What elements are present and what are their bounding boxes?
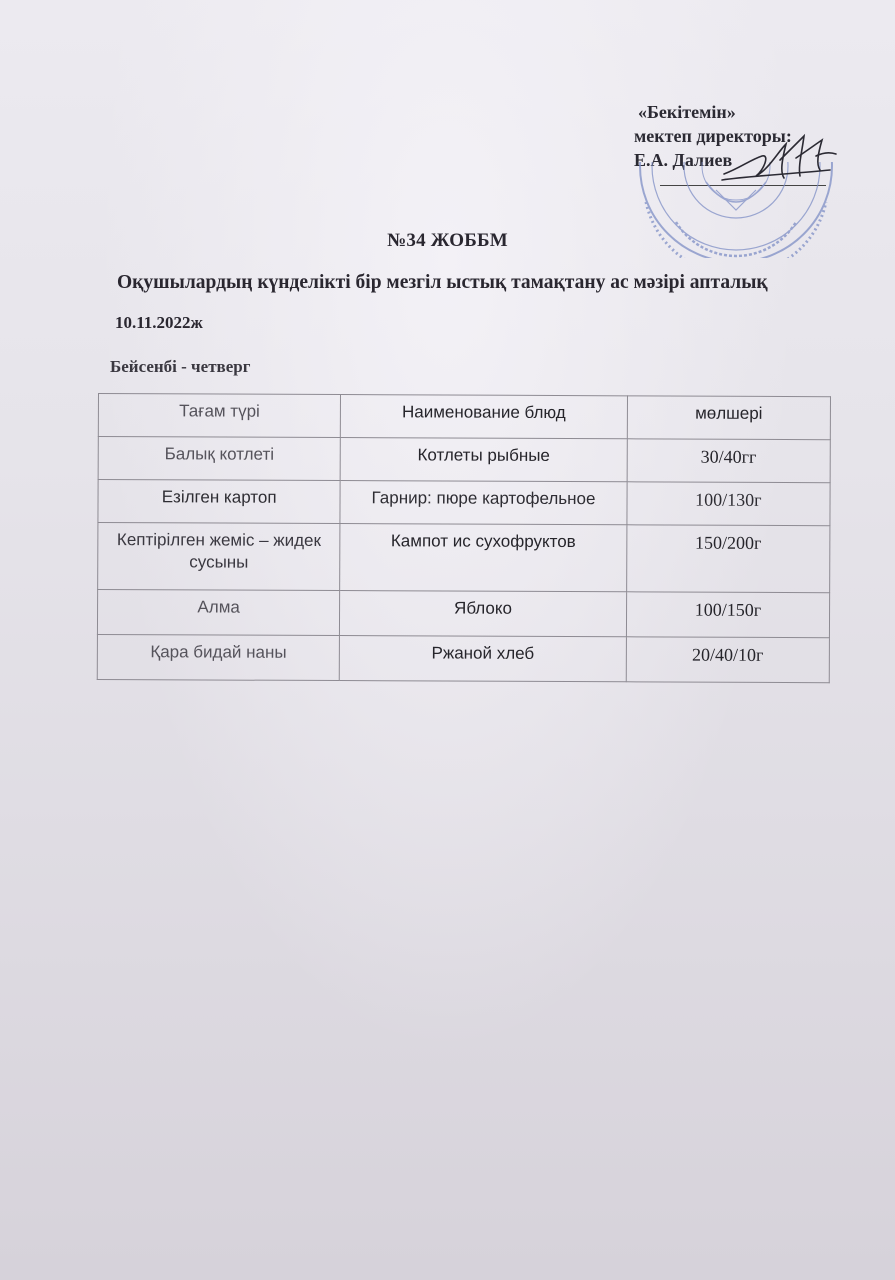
table-row: [98, 480, 830, 526]
table-row: [97, 634, 829, 682]
director-signature: [720, 130, 840, 190]
cell-dish-name: Котлеты рыбные: [340, 438, 627, 482]
approval-heading: «Бекітемін»: [638, 102, 736, 122]
table-row: [98, 437, 830, 483]
school-name: №34 ЖОББМ: [387, 230, 508, 251]
cell-portion: 150/200г: [626, 525, 830, 593]
menu-title: Оқушылардың күнделікті бір мезгіл ыстық тамақтану ас мәзірі апталық: [117, 272, 768, 293]
table-row: [97, 590, 829, 638]
cell-portion: 100/130г: [627, 482, 830, 526]
cell-dish-name: Гарнир: пюре картофельное: [340, 481, 627, 525]
menu-table: [97, 393, 831, 683]
cell-dish-type: Кептірілген жеміс – жидек сусыны: [98, 523, 340, 591]
cell-dish-type: Езілген картоп: [98, 480, 340, 524]
cell-dish-name: Яблоко: [340, 591, 627, 637]
menu-date: 10.11.2022ж: [115, 313, 203, 332]
cell-dish-type: Қара бидай наны: [97, 634, 339, 680]
approval-director-name: Е.А. Далиев: [634, 150, 733, 170]
table-row: [98, 523, 830, 593]
table-header-row: [98, 394, 830, 440]
header-dish-name: Наименование блюд: [341, 395, 628, 439]
cell-dish-name: Ржаной хлеб: [339, 636, 626, 682]
cell-portion: 30/40гг: [627, 439, 830, 483]
menu-day: Бейсенбі - четверг: [110, 357, 251, 376]
header-dish-type: Тағам түрі: [98, 394, 340, 438]
cell-dish-name: Кампот ис сухофруктов: [340, 524, 627, 592]
header-portion: мөлшері: [627, 396, 830, 440]
cell-portion: 20/40/10г: [626, 637, 829, 683]
cell-dish-type: Балық котлеті: [98, 437, 340, 481]
cell-dish-type: Алма: [97, 590, 339, 636]
approval-position: мектеп директоры:: [634, 126, 792, 146]
cell-portion: 100/150г: [626, 592, 829, 638]
